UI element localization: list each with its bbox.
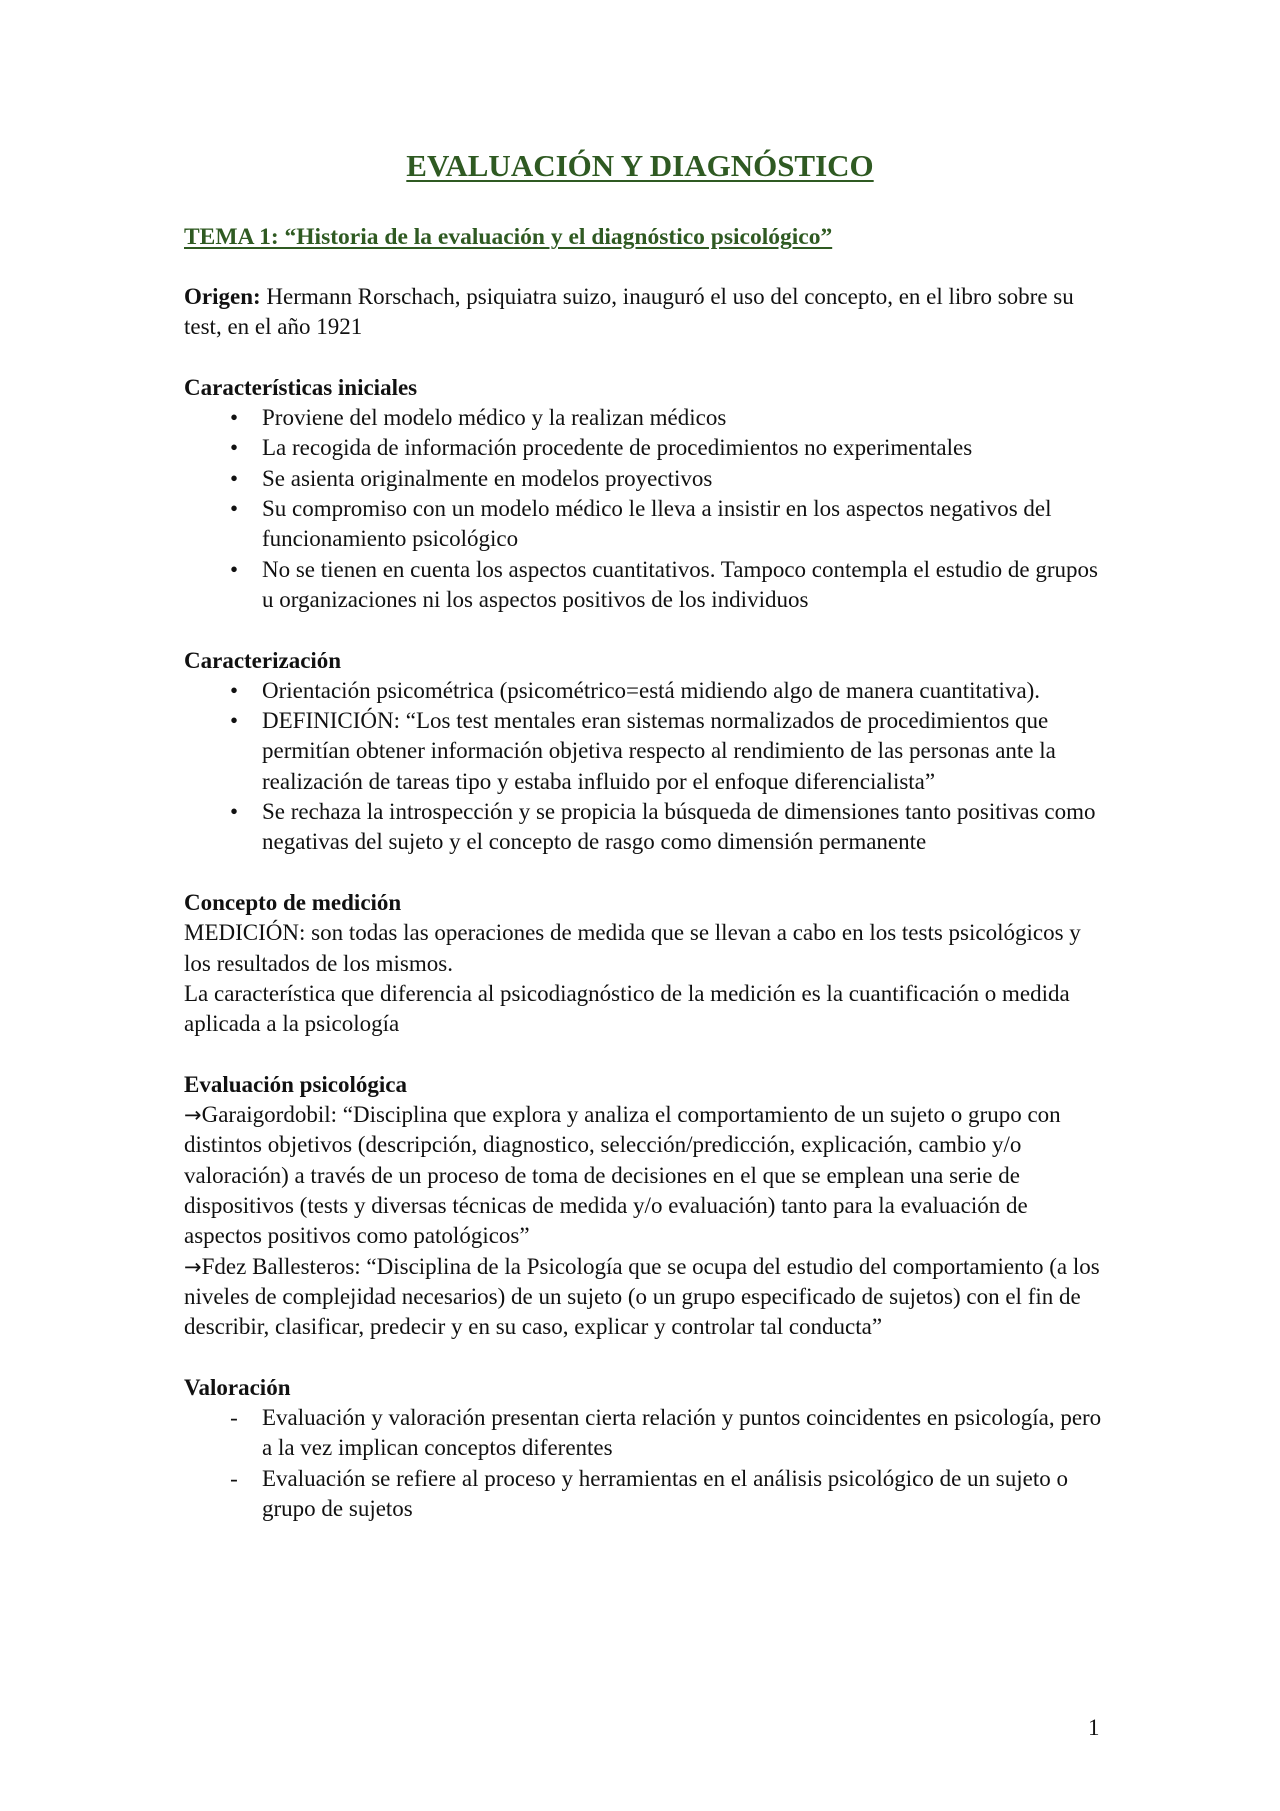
section-subtitle: TEMA 1: “Historia de la evaluación y el diagnóstico psicológico” [184, 224, 833, 250]
garaigordobil-paragraph: →Garaigordobil: “Disciplina que explora y analiza el comportamiento de un sujeto o grupo con distintos objetivos (descripción, diagnostico, selección/predicción, explicación, cambio y/o valoración) a través de un proceso de toma de decisiones en el que se emplean una serie de dispositivos (tests y diversas técnicas de medida y/o evaluación) tanto para la evaluación de aspectos positivos como patológicos” [184, 1102, 1061, 1249]
bullet-marker: • [229, 677, 239, 703]
list-item: • Orientación psicométrica (psicométrico=está midiendo algo de manera cuantitativa). [184, 676, 1104, 706]
page-title: EVALUACIÓN Y DIAGNÓSTICO [406, 148, 874, 183]
list-item: • No se tienen en cuenta los aspectos cuantitativos. Tampoco contempla el estudio de grupos u organizaciones ni los aspectos positivos de los individuos [184, 555, 1104, 616]
origen-paragraph [184, 282, 1104, 343]
ballesteros-paragraph: →Fdez Ballesteros: “Disciplina de la Psicología que se ocupa del estudio del comportamiento (a los niveles de complejidad necesarios) de un sujeto (o un grupo especificado de sujetos) con el fin de describir, clasificar, predecir y en su caso, explicar y controlar tal conducta” [184, 1253, 1100, 1340]
medicion-heading: Concepto de medición [184, 889, 402, 915]
caracteristicas-list [184, 403, 1104, 615]
list-item: - Evaluación se refiere al proceso y herramientas en el análisis psicológico de un sujeto o grupo de sujetos [184, 1464, 1104, 1525]
medicion-paragraph: La característica que diferencia al psicodiagnóstico de la medición es la cuantificación o medida aplicada a la psicología [184, 980, 1070, 1037]
list-item: • La recogida de información procedente de procedimientos no experimentales [184, 433, 1104, 463]
dash-marker: - [230, 1465, 238, 1491]
dash-marker: - [230, 1404, 238, 1430]
list-item: • Su compromiso con un modelo médico le lleva a insistir en los aspectos negativos del funcionamiento psicológico [184, 494, 1104, 555]
caracteristicas-heading: Características iniciales [184, 374, 418, 400]
bullet-marker: • [229, 799, 239, 825]
bullet-marker: • [229, 435, 239, 461]
arrow-right-icon: → [184, 1254, 202, 1279]
page-number: 1 [1088, 1715, 1100, 1740]
origen-label: Origen: [184, 284, 261, 309]
list-item: • Se asienta originalmente en modelos proyectivos [184, 464, 1104, 494]
bullet-marker: • [229, 556, 239, 582]
valoracion-heading: Valoración [184, 1374, 291, 1400]
medicion-paragraph: MEDICIÓN: son todas las operaciones de medida que se llevan a cabo en los tests psicológicos y los resultados de los mismos. [184, 920, 1081, 976]
bullet-marker: • [229, 708, 239, 734]
evaluacion-heading: Evaluación psicológica [184, 1071, 407, 1097]
origen-text: Hermann Rorschach, psiquiatra suizo, inauguró el uso del concepto, en el libro sobre su test, en el año 1921 [184, 284, 1074, 340]
caracterizacion-heading: Caracterización [184, 647, 342, 673]
bullet-marker: • [229, 496, 239, 522]
bullet-marker: • [229, 465, 239, 491]
list-item: • DEFINICIÓN: “Los test mentales eran sistemas normalizados de procedimientos que permitían obtener información objetiva respecto al rendimiento de las personas ante la realización de tareas tipo y estaba influido por el enfoque diferencialista” [184, 706, 1104, 797]
document-body [184, 282, 1104, 1524]
caracterizacion-list [184, 676, 1104, 858]
valoracion-list [184, 1403, 1104, 1524]
bullet-marker: • [229, 405, 239, 431]
list-item: - Evaluación y valoración presentan cierta relación y puntos coincidentes en psicología, pero a la vez implican conceptos diferentes [184, 1403, 1104, 1464]
arrow-right-icon: → [184, 1103, 202, 1128]
list-item: • Proviene del modelo médico y la realizan médicos [184, 403, 1104, 433]
list-item: • Se rechaza la introspección y se propicia la búsqueda de dimensiones tanto positivas como negativas del sujeto y el concepto de rasgo como dimensión permanente [184, 797, 1104, 858]
